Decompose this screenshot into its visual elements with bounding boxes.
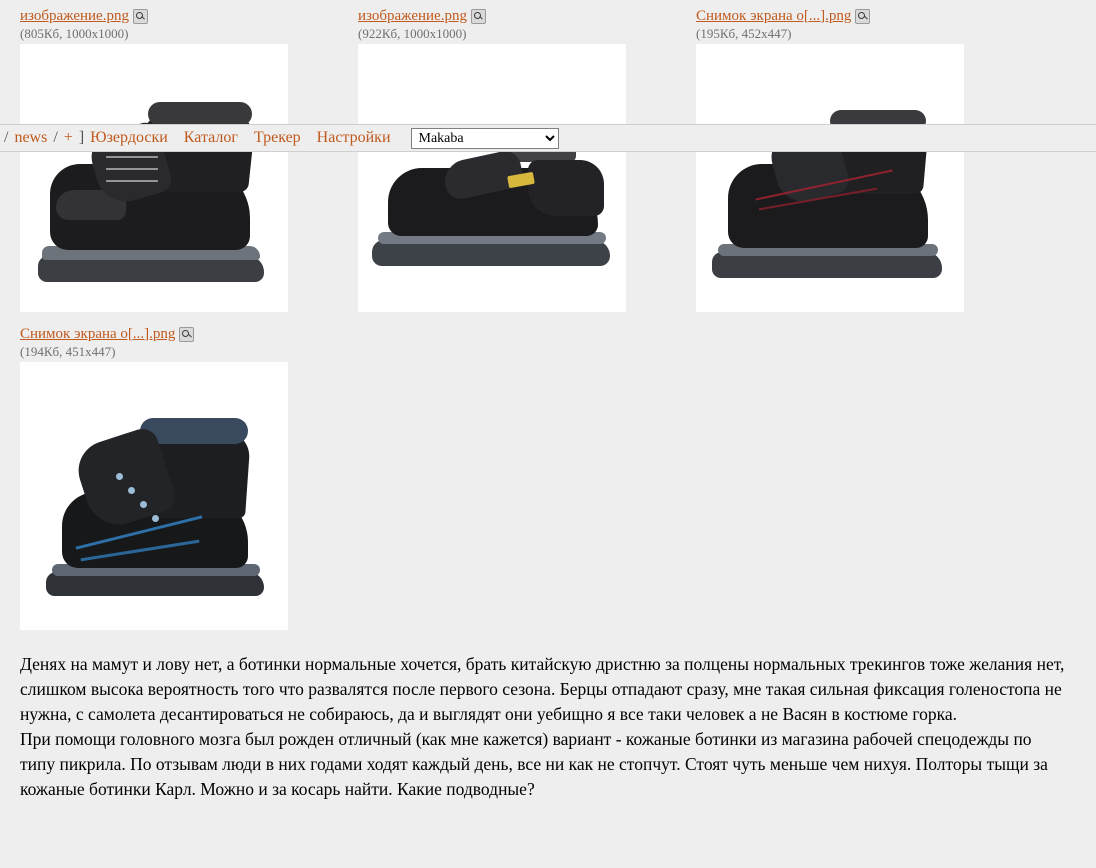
attachment-filename-link[interactable]: Снимок экрана о[...].png: [20, 325, 176, 342]
attachment-title-row: [20, 324, 288, 344]
attachment-meta: (805Кб, 1000x1000): [20, 26, 129, 41]
attachment-item: [20, 6, 288, 312]
attachment-title-row: [696, 6, 964, 26]
magnifier-icon[interactable]: [471, 9, 486, 24]
attachment-thumbnail[interactable]: [358, 44, 626, 312]
attachment-item: [358, 6, 626, 312]
attachment-meta: (194Кб, 451x447): [20, 344, 116, 359]
attachment-thumbnail[interactable]: [20, 362, 288, 630]
post-paragraph: При помощи головного мозга был рожден отличный (как мне кажется) вариант - кожаные ботинки из магазина рабочей спецодежды по типу пикрила. По отзывам люди в них годами ходят каждый день, все ни как не стопчут. Стоят чуть меньше чем нихуя. Полторы тыщи за кожаные ботинки Карл. Можно и за косарь найти. Какие подводные?: [20, 729, 1048, 799]
attachment-thumbnail[interactable]: [696, 44, 964, 312]
post-body: [20, 652, 1070, 802]
nav-board-link[interactable]: news: [14, 129, 48, 146]
nav-slash: /: [53, 129, 58, 146]
nav-bracket: ]: [78, 129, 85, 146]
attachment-filename-link[interactable]: Снимок экрана о[...].png: [696, 7, 852, 24]
nav-links: [88, 129, 392, 147]
boot-image: [20, 362, 288, 630]
nav-link-userboards[interactable]: Юзердоски: [90, 129, 168, 146]
attachment-filename-link[interactable]: изображение.png: [358, 7, 467, 24]
attachment-item: [696, 6, 964, 312]
nav-add-board-button[interactable]: +: [63, 129, 73, 146]
magnifier-icon[interactable]: [179, 327, 194, 342]
boot-image: [358, 44, 626, 312]
navigation-bar: [0, 124, 1096, 152]
post-paragraph: Денях на мамут и лову нет, а ботинки нормальные хочется, брать китайскую дристню за полцены нормальных трекингов тоже желания нет, слишком высока вероятность того что развалятся после первого сезона. Берцы отпадают сразу, мне такая сильная фиксация голеностопа не нужна, с самолета десантироваться не собираюсь, да и выглядят они уебищно я все таки человек а не Васян в костюме горка.: [20, 654, 1065, 724]
nav-link-catalog[interactable]: Каталог: [183, 129, 238, 146]
magnifier-icon[interactable]: [133, 9, 148, 24]
attachment-item: [20, 324, 288, 630]
nav-link-tracker[interactable]: Трекер: [253, 129, 301, 146]
attachment-title-row: [20, 6, 288, 26]
magnifier-icon[interactable]: [855, 9, 870, 24]
engine-select[interactable]: [411, 128, 559, 149]
attachment-title-row: [358, 6, 626, 26]
nav-link-settings[interactable]: Настройки: [316, 129, 391, 146]
attachment-filename-link[interactable]: изображение.png: [20, 7, 129, 24]
nav-leading-slash: /: [4, 129, 9, 146]
attachment-thumbnail[interactable]: [20, 44, 288, 312]
attachment-meta: (922Кб, 1000x1000): [358, 26, 467, 41]
attachment-meta: (195Кб, 452x447): [696, 26, 792, 41]
boot-image: [20, 44, 288, 312]
boot-image: [696, 44, 964, 312]
